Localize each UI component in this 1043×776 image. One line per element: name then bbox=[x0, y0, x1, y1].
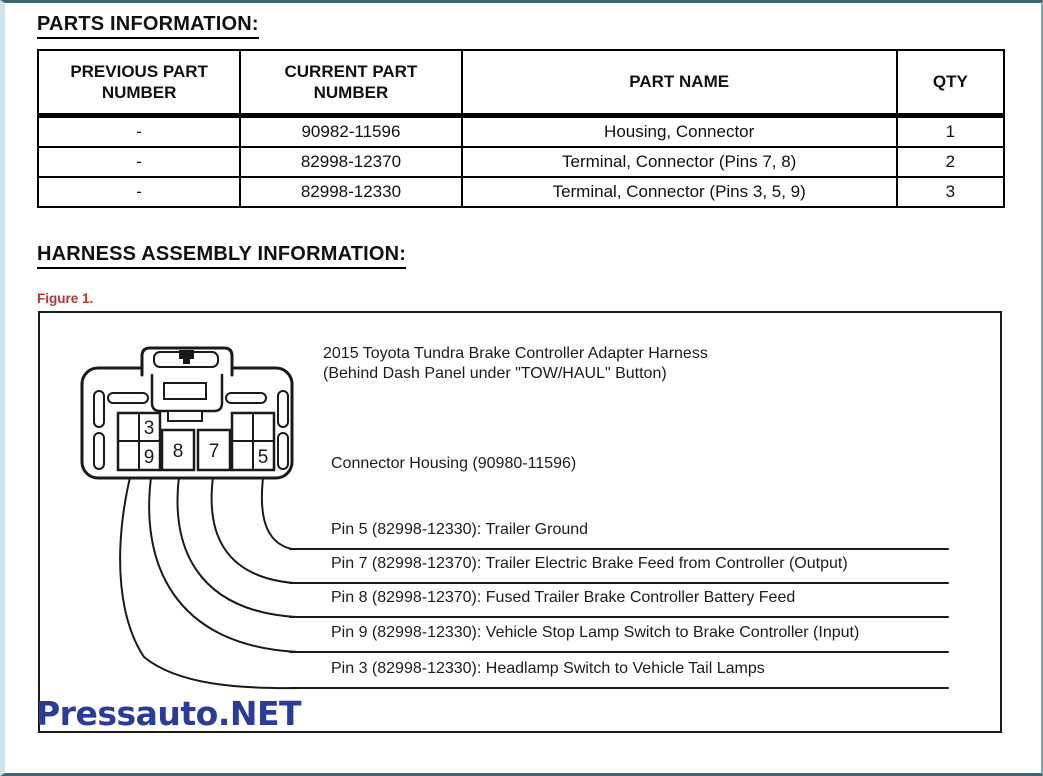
figure-title-line1: 2015 Toyota Tundra Brake Controller Adapter Harness bbox=[323, 345, 708, 362]
pin-3-number: 3 bbox=[143, 418, 155, 439]
pressauto-watermark: Pressauto.NET bbox=[36, 694, 302, 733]
pin-8-callout: Pin 8 (82998-12370): Fused Trailer Brake Controller Battery Feed bbox=[331, 589, 796, 606]
table-cell-qty: 2 bbox=[897, 147, 1004, 177]
table-cell-previous: - bbox=[38, 177, 240, 207]
column-header-current-part-number: CURRENT PART NUMBER bbox=[240, 50, 461, 116]
table-cell-current: 82998-12370 bbox=[240, 147, 461, 177]
parts-table-header-row bbox=[38, 50, 1004, 116]
figure-title bbox=[323, 344, 708, 384]
table-cell-current: 82998-12330 bbox=[240, 177, 461, 207]
table-cell-current: 90982-11596 bbox=[240, 116, 461, 148]
table-row bbox=[38, 116, 1004, 148]
pin-8-number: 8 bbox=[172, 441, 184, 462]
harness-assembly-heading: HARNESS ASSEMBLY INFORMATION: bbox=[37, 243, 406, 269]
table-cell-part-name: Housing, Connector bbox=[462, 116, 897, 148]
pin-7-callout: Pin 7 (82998-12370): Trailer Electric Brake Feed from Controller (Output) bbox=[331, 555, 848, 572]
pin-5-number: 5 bbox=[257, 447, 269, 468]
column-header-previous-part-number: PREVIOUS PART NUMBER bbox=[38, 50, 240, 116]
figure-1-content bbox=[38, 311, 1002, 733]
pin-9-callout: Pin 9 (82998-12330): Vehicle Stop Lamp Switch to Brake Controller (Input) bbox=[331, 624, 860, 641]
table-cell-part-name: Terminal, Connector (Pins 7, 8) bbox=[462, 147, 897, 177]
pin-9-number: 9 bbox=[143, 447, 155, 468]
table-cell-qty: 1 bbox=[897, 116, 1004, 148]
connector-housing-label: Connector Housing (90980-11596) bbox=[331, 455, 577, 472]
table-cell-previous: - bbox=[38, 147, 240, 177]
figure-title-line2: (Behind Dash Panel under "TOW/HAUL" Button) bbox=[323, 365, 667, 382]
connector-latch bbox=[142, 348, 232, 375]
table-row bbox=[38, 177, 1004, 207]
parts-table bbox=[37, 49, 1005, 208]
column-header-part-name: PART NAME bbox=[462, 50, 897, 116]
column-header-qty: QTY bbox=[897, 50, 1004, 116]
pin-7-number: 7 bbox=[208, 441, 220, 462]
parts-information-heading: PARTS INFORMATION: bbox=[37, 13, 259, 39]
table-row bbox=[38, 147, 1004, 177]
table-cell-previous: - bbox=[38, 116, 240, 148]
table-cell-part-name: Terminal, Connector (Pins 3, 5, 9) bbox=[462, 177, 897, 207]
pin-3-callout: Pin 3 (82998-12330): Headlamp Switch to Vehicle Tail Lamps bbox=[331, 660, 765, 677]
figure-1-label: Figure 1. bbox=[37, 291, 94, 306]
pin-5-callout: Pin 5 (82998-12330): Trailer Ground bbox=[331, 521, 589, 538]
table-cell-qty: 3 bbox=[897, 177, 1004, 207]
